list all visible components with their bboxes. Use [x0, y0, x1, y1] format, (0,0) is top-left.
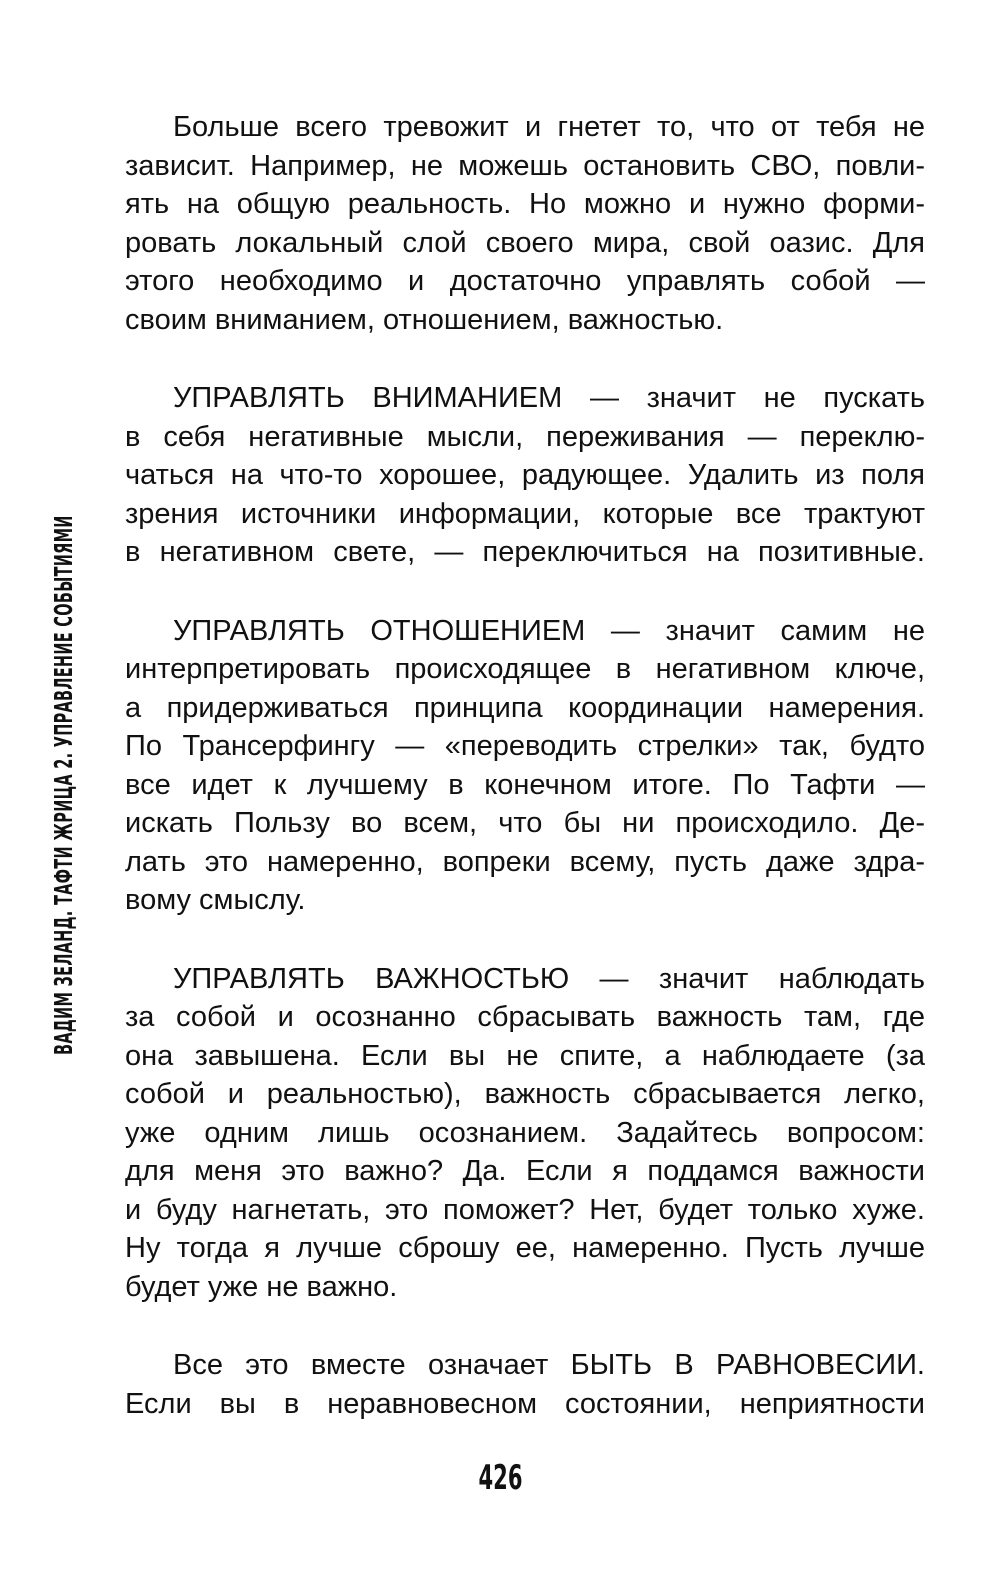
text-line: зрения источники информации, которые все трактуют: [125, 497, 925, 530]
paragraph-1: [125, 108, 925, 339]
page-number-text: 426: [477, 1458, 522, 1498]
paragraph-4: [125, 960, 925, 1307]
text-line: Если вы в неравновесном состоянии, неприятности: [125, 1387, 925, 1420]
text-line: в негативном свете, — переключиться на позитивные.: [125, 536, 925, 568]
text-line: она завышена. Если вы не спите, а наблюдаете (за: [125, 1039, 925, 1072]
running-head: [44, 45, 84, 1055]
text-line: УПРАВЛЯТЬ ОТНОШЕНИЕМ — значит самим не: [173, 614, 925, 647]
text-line: за собой и осознанно сбрасывать важность там, где: [125, 1001, 925, 1033]
text-line: в себя негативные мысли, переживания — переклю-: [125, 420, 925, 453]
text-line: для меня это важно? Да. Если я поддамся важности: [125, 1155, 925, 1187]
paragraph-5: [125, 1346, 925, 1423]
text-line: Больше всего тревожит и гнетет то, что от тебя не: [173, 111, 925, 143]
text-line: По Трансерфингу — «переводить стрелки» так, будто: [125, 730, 925, 762]
body-text: [125, 108, 925, 1463]
text-line: искать Пользу во всем, что бы ни происходило. Де-: [125, 807, 925, 839]
text-line: этого необходимо и достаточно управлять собой —: [125, 265, 925, 297]
paragraph-2: [125, 379, 925, 572]
text-line: чаться на что-то хорошее, радующее. Удалить из поля: [125, 459, 925, 491]
text-line: вому смыслу.: [125, 884, 306, 916]
text-line: а придерживаться принципа координации намерения.: [125, 691, 925, 724]
text-line: уже одним лишь осознанием. Задайтесь вопросом:: [125, 1116, 925, 1149]
text-line: УПРАВЛЯТЬ ВНИМАНИЕМ — значит не пускать: [173, 382, 925, 414]
text-line: Ну тогда я лучше сброшу ее, намеренно. Пусть лучше: [125, 1232, 925, 1264]
text-line: интерпретировать происходящее в негативном ключе,: [125, 653, 925, 685]
paragraph-3: [125, 612, 925, 920]
text-line: УПРАВЛЯТЬ ВАЖНОСТЬЮ — значит наблюдать: [173, 962, 925, 995]
text-line: ровать локальный слой своего мира, свой оазис. Для: [125, 226, 925, 259]
running-head-text: ВАДИМ ЗЕЛАНД. ТАФТИ ЖРИЦА 2. УПРАВЛЕНИЕ СОБЫТИЯМИ: [49, 515, 78, 1055]
text-line: Все это вместе означает БЫТЬ В РАВНОВЕСИИ.: [173, 1349, 925, 1381]
text-line: и буду нагнетать, это поможет? Нет, будет только хуже.: [125, 1193, 925, 1226]
text-line: собой и реальностью), важность сбрасывается легко,: [125, 1078, 925, 1110]
text-line: ять на общую реальность. Но можно и нужно форми-: [125, 188, 925, 220]
text-line: будет уже не важно.: [125, 1270, 398, 1303]
text-line: все идет к лучшему в конечном итоге. По Тафти —: [125, 768, 925, 801]
text-line: зависит. Например, не можешь остановить СВО, повли-: [125, 149, 925, 182]
text-line: лать это намеренно, вопреки всему, пусть даже здра-: [125, 845, 925, 878]
text-line: своим вниманием, отношением, важностью.: [125, 303, 724, 336]
page-number: [0, 1458, 1000, 1498]
